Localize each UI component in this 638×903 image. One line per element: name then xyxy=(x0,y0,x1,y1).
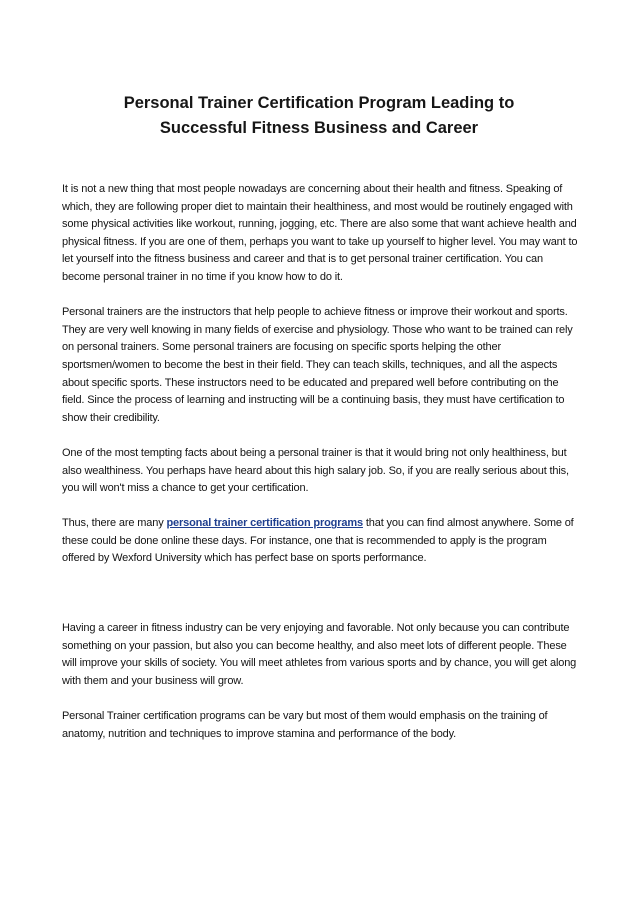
paragraph-tempting-facts: One of the most tempting facts about being a personal trainer is that it would bring not only healthiness, but also wealthiness. You perhaps have heard about this high salary job. So, if you are really serious about this, you will won't miss a chance to get your certification. xyxy=(62,446,569,495)
title-line-1: Personal Trainer Certification Program Leading to xyxy=(123,94,515,112)
paragraph-career: Having a career in fitness industry can be very enjoying and favorable. Not only because you can contribute something on your passion, but also you can become healthy, and also meet lots of different people. These will improve your skills of society. You will meet athletes from various sports and by chance, you will get along with them and your business will grow. xyxy=(62,622,577,687)
paragraph-training: Personal Trainer certification programs can be vary but most of them would emphasis on the training of anatomy, nutrition and techniques to improve stamina and performance of the body. xyxy=(62,710,548,740)
certification-programs-link[interactable]: personal trainer certification programs xyxy=(166,517,363,530)
paragraph-programs-text-after: that you can find almost anywhere. Some of these could be done online these days. For instance, one that is recommended to apply is the program offered by Wexford University which has perfect base on sports performance. xyxy=(62,517,574,565)
paragraph-personal-trainers: Personal trainers are the instructors that help people to achieve fitness or improve their workout and sports. They are very well knowing in many fields of exercise and physiology. Those who want to be trained can rely on personal trainers. Some personal trainers are focusing on specific sports helping the other sportsmen/women to become the best in their field. They can teach skills, techniques, and all the aspects about specific sports. These instructors need to be educated and prepared well before contributing on the field. Since the process of learning and instructing will be a continuing basis, they must have certification to show their credibility. xyxy=(62,306,573,424)
paragraph-programs xyxy=(62,515,582,568)
paragraph-intro: It is not a new thing that most people nowadays are concerning about their health and fitness. Speaking of which, they are following proper diet to maintain their healthiness, and most would be routinely engaged with some physical activities like workout, running, jogging, etc. There are also some that want achieve health and physical fitness. If you are one of them, perhaps you want to take up yourself to higher level. You may want to let yourself into the fitness business and career and that is to get personal trainer certification. You can become personal trainer in no time if you know how to do it. xyxy=(62,183,578,283)
document-body xyxy=(62,181,582,761)
title-line-2: Successful Fitness Business and Career xyxy=(159,119,479,137)
page-title xyxy=(60,91,578,141)
paragraph-programs-text-before: Thus, there are many xyxy=(62,517,167,530)
